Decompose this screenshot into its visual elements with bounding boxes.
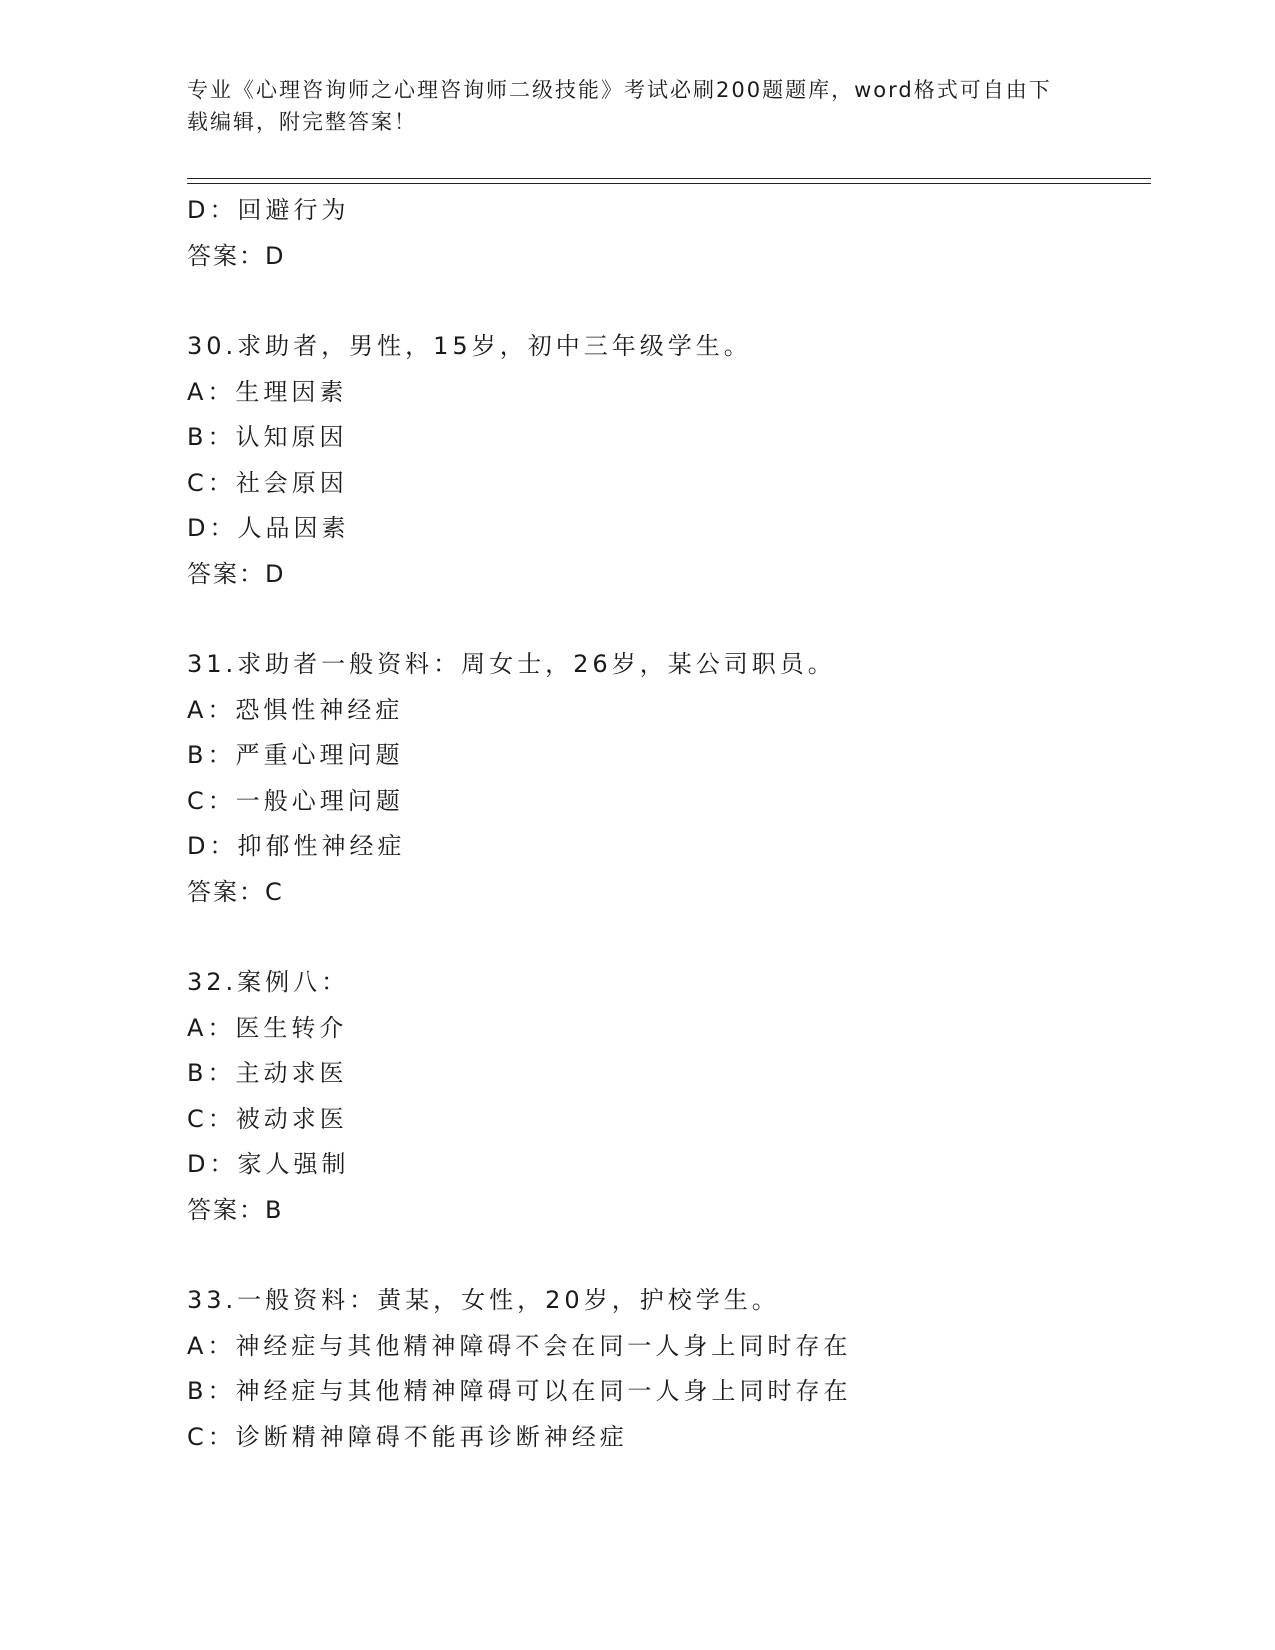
option-row: A：神经症与其他精神障碍不会在同一人身上同时存在 bbox=[187, 1331, 852, 1360]
header-divider-bottom bbox=[187, 183, 1151, 184]
header-divider-top bbox=[187, 178, 1151, 179]
answer-row: 答案：C bbox=[187, 877, 284, 906]
answer-row: 答案：D bbox=[187, 241, 286, 270]
option-row: B：主动求医 bbox=[187, 1059, 348, 1087]
option-row: C：被动求医 bbox=[187, 1104, 348, 1133]
document-header: 专业《心理咨询师之心理咨询师二级技能》考试必刷200题题库，word格式可自由下载编辑，附完整答案！ bbox=[187, 78, 1052, 134]
question-stem: 30.求助者，男性，15岁，初中三年级学生。 bbox=[187, 332, 752, 360]
question-stem: 33.一般资料：黄某，女性，20岁，护校学生。 bbox=[187, 1286, 780, 1314]
spacer bbox=[187, 597, 1151, 642]
spacer bbox=[187, 1233, 1151, 1278]
spacer bbox=[187, 915, 1151, 960]
question-stem: 31.求助者一般资料：周女士，26岁，某公司职员。 bbox=[187, 650, 836, 678]
question-stem: 32.案例八： bbox=[187, 968, 350, 996]
option-row: D：回避行为 bbox=[187, 196, 350, 224]
answer-row: 答案：B bbox=[187, 1195, 284, 1224]
document-body bbox=[187, 188, 1151, 1460]
option-row: C：社会原因 bbox=[187, 468, 348, 497]
spacer bbox=[187, 279, 1151, 324]
option-row: B：认知原因 bbox=[187, 423, 348, 451]
option-row: B：严重心理问题 bbox=[187, 741, 404, 769]
answer-row: 答案：D bbox=[187, 559, 286, 588]
option-row: C：一般心理问题 bbox=[187, 786, 404, 815]
option-row: A：医生转介 bbox=[187, 1013, 348, 1042]
option-row: C：诊断精神障碍不能再诊断神经症 bbox=[187, 1422, 628, 1451]
option-row: B：神经症与其他精神障碍可以在同一人身上同时存在 bbox=[187, 1377, 852, 1405]
option-row: D：家人强制 bbox=[187, 1150, 350, 1178]
option-row: A：生理因素 bbox=[187, 377, 348, 406]
option-row: A：恐惧性神经症 bbox=[187, 695, 404, 724]
option-row: D：人品因素 bbox=[187, 514, 350, 542]
option-row: D：抑郁性神经症 bbox=[187, 832, 406, 860]
